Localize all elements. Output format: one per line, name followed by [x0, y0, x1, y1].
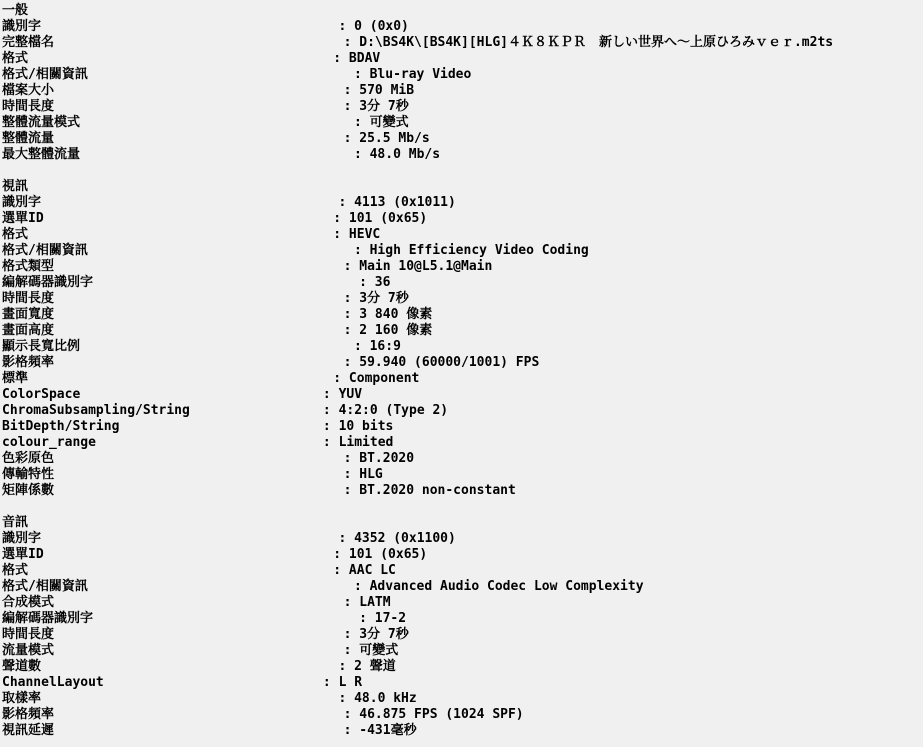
info-row: [2, 723, 923, 739]
field-label: 畫面寬度: [2, 307, 55, 322]
label-padding: [54, 451, 344, 466]
field-label: 編解碼器識別字: [2, 611, 94, 626]
field-separator: :: [322, 387, 339, 402]
field-separator: :: [359, 275, 375, 290]
field-value: 4352 (0x1100): [354, 531, 456, 546]
info-row: [2, 691, 923, 707]
field-separator: :: [343, 643, 360, 658]
field-separator: :: [343, 35, 360, 50]
info-row: [2, 563, 923, 579]
label-padding: [28, 371, 333, 386]
field-separator: :: [333, 563, 349, 578]
section-title: 音訊: [2, 515, 29, 530]
info-row: [2, 275, 923, 291]
label-padding: [54, 83, 344, 98]
label-padding: [54, 355, 344, 370]
label-padding: [41, 691, 338, 706]
field-label: 顯示長寬比例: [2, 339, 81, 354]
info-row: [2, 243, 923, 259]
field-value: Advanced Audio Codec Low Complexity: [369, 579, 644, 594]
info-row: [2, 355, 923, 371]
label-padding: [28, 563, 333, 578]
field-separator: :: [322, 403, 339, 418]
info-row: [2, 435, 923, 451]
label-padding: [88, 579, 354, 594]
info-row: [2, 659, 923, 675]
label-padding: [54, 483, 344, 498]
field-label: 檔案大小: [2, 83, 55, 98]
field-label: 整體流量: [2, 131, 55, 146]
field-separator: :: [343, 83, 360, 98]
field-label: 影格頻率: [2, 355, 55, 370]
field-label: 選單ID: [2, 547, 44, 562]
field-label: 合成模式: [2, 595, 55, 610]
field-label: 流量模式: [2, 643, 55, 658]
label-padding: [80, 387, 323, 402]
field-separator: :: [343, 259, 360, 274]
field-separator: :: [322, 435, 339, 450]
label-padding: [41, 659, 338, 674]
info-row: [2, 579, 923, 595]
label-padding: [41, 531, 338, 546]
field-value: Main 10@L5.1@Main: [359, 259, 493, 274]
label-padding: [119, 419, 323, 434]
label-padding: [28, 227, 333, 242]
label-padding: [190, 403, 323, 418]
info-row: [2, 35, 923, 51]
field-value: Limited: [338, 435, 394, 450]
field-value: HEVC: [348, 227, 381, 242]
info-row: [2, 451, 923, 467]
field-separator: :: [353, 147, 370, 162]
info-row: [2, 19, 923, 35]
field-label: 矩陣係數: [2, 483, 55, 498]
section-title: 視訊: [2, 179, 29, 194]
label-padding: [88, 67, 354, 82]
field-value: 59.940 (60000/1001) FPS: [359, 355, 540, 370]
field-separator: :: [343, 291, 360, 306]
field-value: 16:9: [369, 339, 401, 354]
field-separator: :: [343, 707, 360, 722]
info-row: [2, 147, 923, 163]
field-value: Blu-ray Video: [369, 67, 472, 82]
field-label: 識別字: [2, 531, 42, 546]
field-separator: :: [343, 627, 360, 642]
field-label: 整體流量模式: [2, 115, 81, 130]
field-separator: :: [353, 339, 370, 354]
field-value: BDAV: [348, 51, 381, 66]
track-section: [2, 179, 923, 499]
field-separator: :: [343, 451, 360, 466]
field-separator: :: [338, 659, 355, 674]
field-separator: :: [338, 691, 355, 706]
label-padding: [54, 259, 344, 274]
track-section: [2, 3, 923, 163]
label-padding: [54, 723, 344, 738]
label-padding: [28, 51, 333, 66]
label-padding: [54, 323, 344, 338]
info-row: [2, 467, 923, 483]
field-label: 識別字: [2, 19, 42, 34]
label-padding: [80, 339, 354, 354]
field-value: Component: [348, 371, 420, 386]
field-label: 色彩原色: [2, 451, 55, 466]
label-padding: [93, 275, 359, 290]
field-value: HLG: [359, 467, 383, 482]
section-title: 一般: [2, 3, 29, 18]
label-padding: [41, 195, 338, 210]
field-value: LATM: [359, 595, 391, 610]
field-value: BT.2020: [359, 451, 415, 466]
label-padding: [54, 467, 344, 482]
field-separator: :: [333, 211, 349, 226]
field-separator: :: [333, 371, 349, 386]
field-value: YUV: [338, 387, 363, 402]
field-label: 格式: [2, 51, 29, 66]
label-padding: [88, 243, 354, 258]
field-separator: :: [343, 483, 360, 498]
field-label: 格式/相關資訊: [2, 243, 88, 258]
info-row: [2, 307, 923, 323]
field-separator: :: [343, 467, 360, 482]
field-value: 101 (0x65): [348, 547, 428, 562]
info-row: [2, 99, 923, 115]
field-value: 4113 (0x1011): [354, 195, 456, 210]
field-value: L R: [338, 675, 363, 690]
field-label: 影格頻率: [2, 707, 55, 722]
field-value: 3分 7秒: [359, 99, 409, 114]
info-row: [2, 83, 923, 99]
field-label: 時間長度: [2, 99, 55, 114]
track-section: [2, 515, 923, 739]
field-separator: :: [353, 579, 370, 594]
info-row: [2, 643, 923, 659]
info-row: [2, 115, 923, 131]
field-value: 48.0 kHz: [354, 691, 417, 706]
field-label: 時間長度: [2, 627, 55, 642]
field-separator: :: [343, 131, 360, 146]
info-row: [2, 483, 923, 499]
label-padding: [54, 643, 344, 658]
field-label: 聲道數: [2, 659, 42, 674]
field-value: 17-2: [374, 611, 407, 626]
field-value: 0 (0x0): [354, 19, 409, 34]
info-row: [2, 419, 923, 435]
field-label: 選單ID: [2, 211, 44, 226]
field-label: ChannelLayout: [2, 675, 104, 690]
info-row: [2, 531, 923, 547]
field-label: 畫面高度: [2, 323, 55, 338]
field-value: 10 bits: [338, 419, 394, 434]
field-label: 取樣率: [2, 691, 42, 706]
field-separator: :: [333, 547, 349, 562]
label-padding: [104, 675, 323, 690]
info-row: [2, 547, 923, 563]
field-label: 時間長度: [2, 291, 55, 306]
field-value: D:\BS4K\[BS4K][HLG]４Ｋ８ＫＰＲ 新しい世界へ～上原ひろみｖｅｒ.m2ts: [359, 35, 834, 50]
field-label: 最大整體流量: [2, 147, 81, 162]
field-separator: :: [343, 323, 360, 338]
label-padding: [80, 147, 354, 162]
label-padding: [93, 611, 359, 626]
field-separator: :: [353, 115, 370, 130]
info-row: [2, 339, 923, 355]
field-separator: :: [343, 307, 360, 322]
label-padding: [41, 19, 338, 34]
info-row: [2, 211, 923, 227]
field-value: -431毫秒: [359, 723, 417, 738]
field-separator: :: [353, 67, 370, 82]
info-row: [2, 131, 923, 147]
field-label: 格式: [2, 227, 29, 242]
field-value: 48.0 Mb/s: [369, 147, 441, 162]
field-separator: :: [359, 611, 375, 626]
label-padding: [44, 547, 334, 562]
field-separator: :: [343, 723, 360, 738]
info-row: [2, 371, 923, 387]
field-separator: :: [343, 355, 360, 370]
field-value: 2 聲道: [354, 659, 396, 674]
info-row: [2, 195, 923, 211]
field-label: 完整檔名: [2, 35, 55, 50]
field-value: 4:2:0 (Type 2): [338, 403, 449, 418]
field-separator: :: [333, 227, 349, 242]
label-padding: [54, 131, 344, 146]
field-separator: :: [343, 99, 360, 114]
field-value: 3 840 像素: [359, 307, 433, 322]
field-separator: :: [338, 531, 355, 546]
label-padding: [54, 99, 344, 114]
label-padding: [54, 291, 344, 306]
info-row: [2, 675, 923, 691]
label-padding: [44, 211, 334, 226]
label-padding: [54, 627, 344, 642]
label-padding: [54, 595, 344, 610]
field-separator: :: [338, 195, 355, 210]
info-row: [2, 627, 923, 643]
field-label: 格式: [2, 563, 29, 578]
info-row: [2, 595, 923, 611]
info-row: [2, 227, 923, 243]
label-padding: [54, 707, 344, 722]
field-value: 46.875 FPS (1024 SPF): [359, 707, 524, 722]
field-value: 570 MiB: [359, 83, 415, 98]
field-label: ColorSpace: [2, 387, 81, 402]
label-padding: [80, 115, 354, 130]
field-label: 格式/相關資訊: [2, 579, 88, 594]
label-padding: [54, 307, 344, 322]
info-row: [2, 707, 923, 723]
field-separator: :: [322, 675, 339, 690]
field-separator: :: [353, 243, 370, 258]
field-value: 25.5 Mb/s: [359, 131, 430, 146]
field-label: 標準: [2, 371, 29, 386]
field-label: 編解碼器識別字: [2, 275, 94, 290]
info-row: [2, 387, 923, 403]
info-row: [2, 291, 923, 307]
field-separator: :: [322, 419, 339, 434]
field-value: 3分 7秒: [359, 291, 409, 306]
field-label: colour_range: [2, 435, 96, 450]
field-value: 可變式: [359, 643, 399, 658]
field-value: 36: [374, 275, 391, 290]
label-padding: [54, 35, 344, 50]
info-row: [2, 259, 923, 275]
field-label: 視訊延遲: [2, 723, 55, 738]
field-label: 識別字: [2, 195, 42, 210]
field-value: 可變式: [369, 115, 409, 130]
field-value: AAC LC: [348, 563, 396, 578]
info-row: [2, 323, 923, 339]
field-value: 2 160 像素: [359, 323, 433, 338]
field-label: BitDepth/String: [2, 419, 120, 434]
field-value: BT.2020 non-constant: [359, 483, 516, 498]
field-separator: :: [338, 19, 355, 34]
field-value: 101 (0x65): [348, 211, 428, 226]
label-padding: [96, 435, 323, 450]
field-separator: :: [333, 51, 349, 66]
field-label: 格式/相關資訊: [2, 67, 88, 82]
field-value: 3分 7秒: [359, 627, 409, 642]
field-label: 傳輸特性: [2, 467, 55, 482]
info-row: [2, 67, 923, 83]
field-value: High Efficiency Video Coding: [369, 243, 589, 258]
info-row: [2, 611, 923, 627]
field-label: 格式類型: [2, 259, 55, 274]
field-separator: :: [343, 595, 360, 610]
field-label: ChromaSubsampling/String: [2, 403, 190, 418]
info-row: [2, 403, 923, 419]
info-row: [2, 51, 923, 67]
